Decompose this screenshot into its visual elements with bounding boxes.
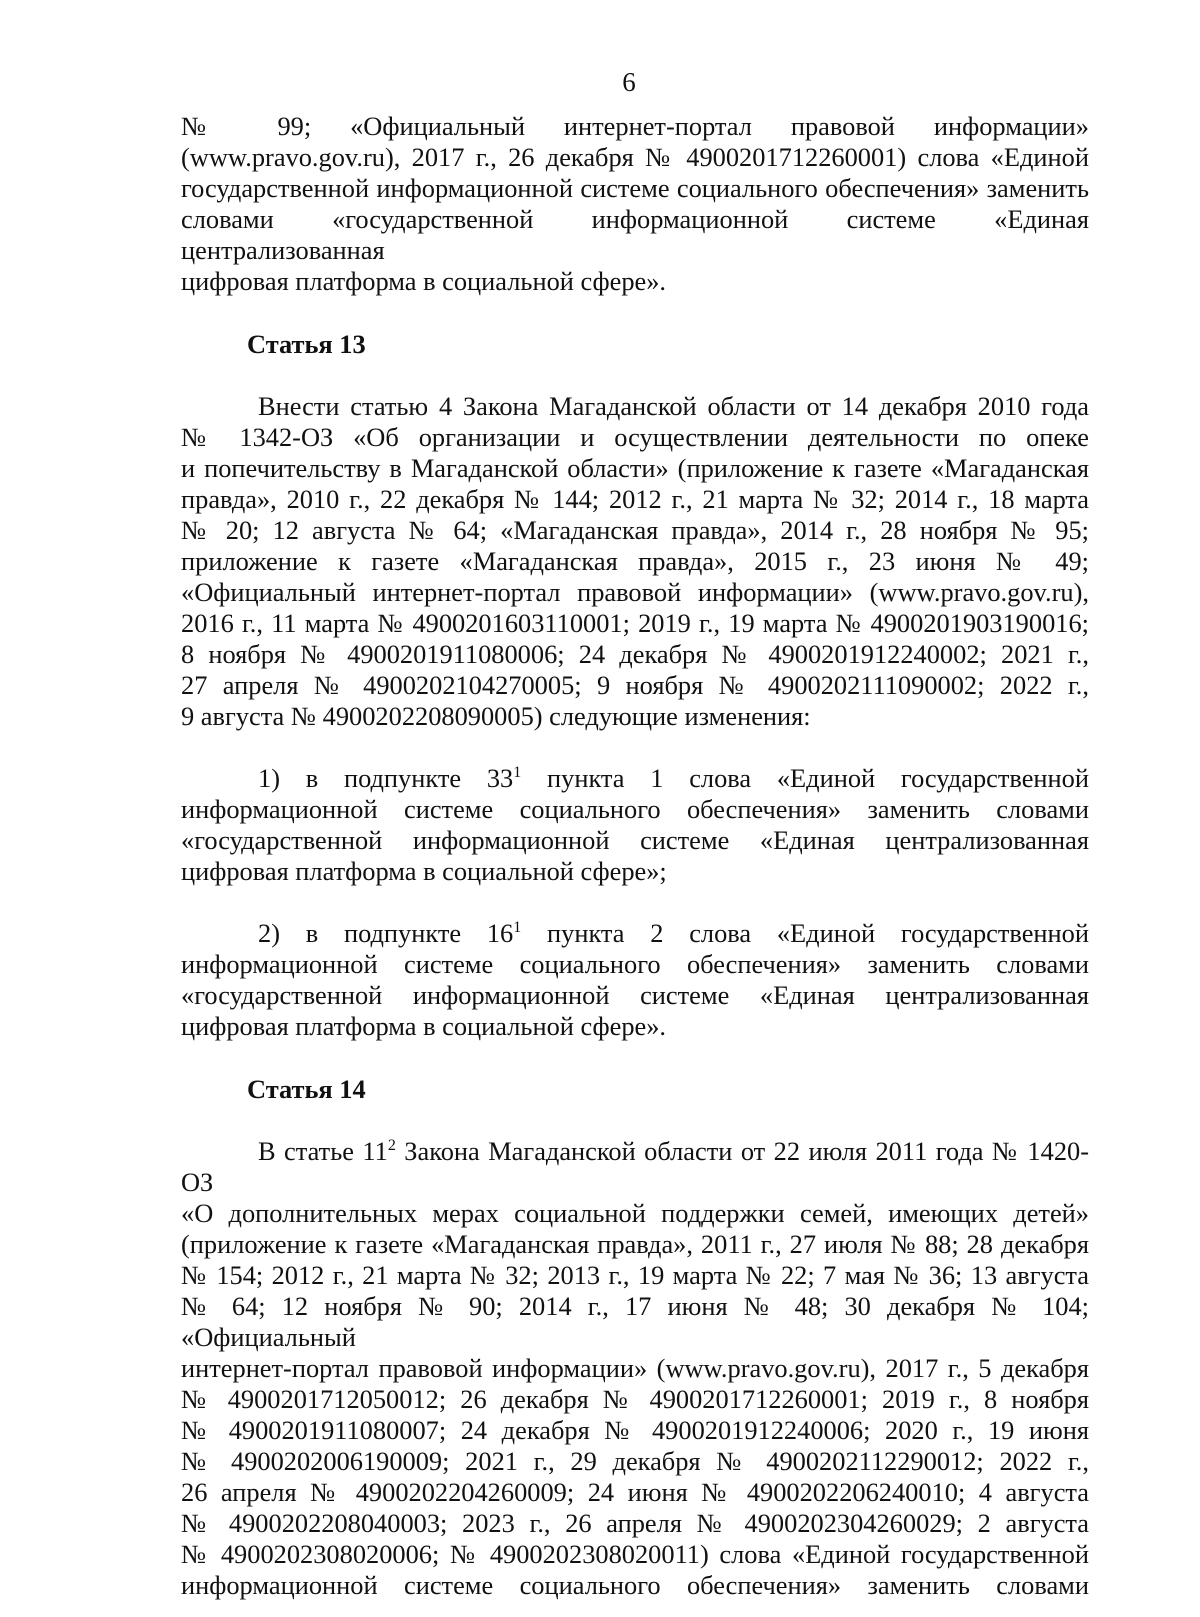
text-line: «О дополнительных мерах социальной поддержки семей, имеющих детей» [181, 1198, 1089, 1228]
text-line: информационной системе социального обеспечения» заменить словами [181, 794, 1089, 824]
text-line: приложение к газете «Магаданская правда», 2015 г., 23 июня № 49; [181, 546, 1089, 576]
text-line: «Официальный интернет-портал правовой информации» (www.pravo.gov.ru), [181, 577, 1089, 607]
text-line: «государственной информационной системе «Единая централизованная [181, 825, 1089, 855]
item-2-rest: пункта 2 слова «Единой государственной [521, 918, 1089, 948]
intro-paragraph [181, 111, 1089, 297]
text-line: 8 ноября № 4900201911080006; 24 декабря № 4900201912240002; 2021 г., [181, 639, 1089, 669]
text-line: цифровая платформа в социальной сфере». [181, 1011, 667, 1041]
document-body [181, 111, 1089, 1601]
article-13-item-1 [181, 763, 1089, 887]
text-line: информационной системе социального обеспечения» заменить словами [181, 1570, 1089, 1600]
text-line: Внести статью 4 Закона Магаданской области от 14 декабря 2010 года [258, 391, 1089, 421]
text-line: интернет-портал правовой информации» (www.pravo.gov.ru), 2017 г., 5 декабря [181, 1353, 1089, 1383]
text-line: № 4900202308020006; № 4900202308020011) слова «Единой государственной [181, 1539, 1089, 1569]
text-line: государственной информационной системе социального обеспечения» заменить [181, 173, 1089, 203]
article-14-rest: Закона Магаданской области от 22 июля 2011 года № 1420-ОЗ [181, 1136, 1089, 1197]
text-line: № 4900202006190009; 2021 г., 29 декабря № 4900202112290012; 2022 г., [181, 1446, 1089, 1476]
text-line: № 64; 12 ноября № 90; 2014 г., 17 июня № 48; 30 декабря № 104; «Официальный [181, 1291, 1089, 1352]
text-line: № 4900202208040003; 2023 г., 26 апреля № 4900202304260029; 2 августа [181, 1508, 1089, 1538]
item-1-rest: пункта 1 слова «Единой государственной [521, 763, 1089, 793]
article-14-heading: Статья 14 [247, 1074, 366, 1104]
superscript: 2 [387, 1137, 396, 1155]
text-line: № 20; 12 августа № 64; «Магаданская правда», 2014 г., 28 ноября № 95; [181, 515, 1089, 545]
text-line: № 1342-ОЗ «Об организации и осуществлении деятельности по опеке [181, 422, 1089, 452]
article-13-paragraph [181, 391, 1089, 732]
superscript: 1 [513, 764, 522, 782]
item-1-prefix: 1) в подпункте 33 [258, 763, 514, 793]
article-14-paragraph [181, 1136, 1089, 1601]
text-line: 26 апреля № 4900202204260009; 24 июня № 4900202206240010; 4 августа [181, 1477, 1089, 1507]
text-line: 2016 г., 11 марта № 4900201603110001; 2019 г., 19 марта № 4900201903190016; [181, 608, 1089, 638]
text-line: № 154; 2012 г., 21 марта № 32; 2013 г., 19 марта № 22; 7 мая № 36; 13 августа [181, 1260, 1089, 1290]
text-line: цифровая платформа в социальной сфере»; [181, 856, 667, 886]
text-line: 9 августа № 4900202208090005) следующие изменения: [181, 701, 811, 731]
text-line: правда», 2010 г., 22 декабря № 144; 2012 г., 21 марта № 32; 2014 г., 18 марта [181, 484, 1089, 514]
text-line: (приложение к газете «Магаданская правда», 2011 г., 27 июля № 88; 28 декабря [181, 1229, 1089, 1259]
text-line: № 4900201712050012; 26 декабря № 4900201712260001; 2019 г., 8 ноября [181, 1384, 1089, 1414]
text-line [181, 918, 1089, 949]
text-line: № 99; «Официальный интернет-портал правовой информации» [181, 111, 1089, 141]
text-line: № 4900201911080007; 24 декабря № 4900201912240006; 2020 г., 19 июня [181, 1415, 1089, 1445]
article-13-heading: Статья 13 [247, 329, 366, 359]
text-line: информационной системе социального обеспечения» заменить словами [181, 949, 1089, 979]
superscript: 1 [513, 919, 522, 937]
page-number: 6 [622, 67, 636, 97]
text-line: цифровая платформа в социальной сфере». [181, 266, 667, 296]
text-line: и попечительству в Магаданской области» (приложение к газете «Магаданская [181, 453, 1089, 483]
text-line [181, 1136, 1089, 1198]
text-line: (www.pravo.gov.ru), 2017 г., 26 декабря № 4900201712260001) слова «Единой [181, 142, 1089, 172]
text-line [181, 763, 1089, 794]
text-line: 27 апреля № 4900202104270005; 9 ноября № 4900202111090002; 2022 г., [181, 670, 1089, 700]
item-2-prefix: 2) в подпункте 16 [258, 918, 514, 948]
article-13-item-2 [181, 918, 1089, 1042]
article-14-prefix: В статье 11 [258, 1136, 388, 1166]
text-line: словами «государственной информационной системе «Единая централизованная [181, 204, 1089, 265]
text-line: «государственной информационной системе «Единая централизованная [181, 980, 1089, 1010]
